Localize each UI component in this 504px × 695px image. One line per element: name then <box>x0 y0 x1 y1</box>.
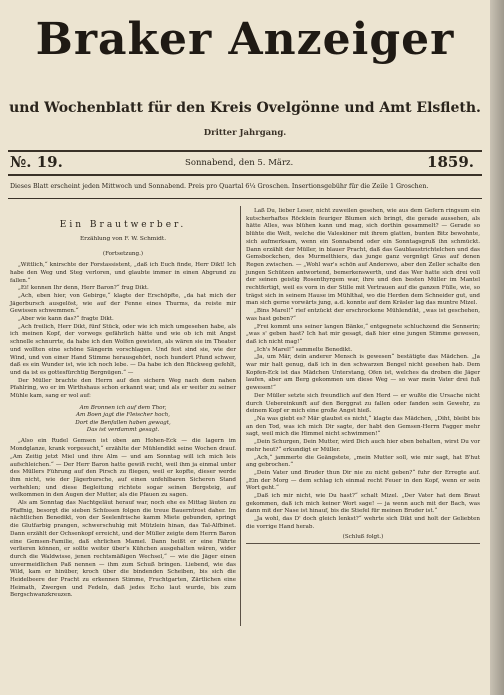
paragraph: „Frei kommt uns seiner langen Bänke,“ entgegnete schluchzend die Sennerin; „was s' geben hast? Ich hat mir gesagt, daß hier eine jungen Stimme gewesen, daß ich nicht mag!“ <box>246 323 480 345</box>
issue-number: №. 19. <box>10 153 63 171</box>
issue-bar <box>10 153 480 171</box>
newspaper-subtitle: und Wochenblatt für den Kreis Ovelgönne und Amt Elsfleth. <box>9 100 481 116</box>
verse-line: Am Bronnen ich auf dem Thor, <box>79 404 167 411</box>
verse <box>10 405 236 435</box>
verse-line: Am Boen jagt die Fleischer hoch, <box>75 412 171 419</box>
paragraph: Der Müller setzte sich freundlich auf den Herd — er wußte die Ursache nicht durch Uebereinkunft auf den Berggrat zu fallen oder fanden sein Gewehr, zu deinem Kopf er mich eine große Angst hieß. <box>246 392 480 415</box>
edition-year: Dritter Jahrgang. <box>203 128 287 138</box>
page-edge <box>490 0 504 695</box>
paragraph: „Ich's Marel!“ sammelte Benedikt. <box>254 346 353 353</box>
end-rule <box>246 543 480 544</box>
newspaper-title: Braker Anzeiger <box>35 14 455 65</box>
issue-year: 1859. <box>427 153 474 171</box>
closing-note: (Schluß folgt.) <box>342 533 384 540</box>
paragraph: „Dein Vater und Bruder thun Dir nie zu nicht geben?“ fuhr der Erregte auf. „Ein der Morg — dem schlag ich einmal recht Feuer in den Kopf, wenn er sein Wort geht.“ <box>246 469 480 492</box>
paragraph: „Ei! kennen Ihr denn, Herr Baron?“ frug Dikt. <box>18 285 149 292</box>
continuation-label: (Fortsetzung.) <box>102 251 144 258</box>
paragraph: „Ja wohl, das D' doch gleich lenkst?“ wehrte sich Dikt und holt der Geliebten die vorrige Hand herab. <box>246 516 480 530</box>
masthead-rule-bottom <box>8 174 482 176</box>
column-divider <box>240 206 241 626</box>
paragraph: Der Müller brachte den Herrn auf den sichern Weg nach dem nahen Pfahlring, wo er im Wirthshaus schon erkannt war, und als er weiter zu seiner Mühle kam, sang er wol auf: <box>10 377 236 400</box>
publication-notice: Dieses Blatt erscheint jeden Mittwoch und Sonnabend. Preis pro Quartal 6¼ Groschen. Insertionsgebühr für die Zeile 1 Groschen. <box>10 183 429 190</box>
paragraph: „Ach freilich, Herr Dikt, fünf Stück, oder wie ich mich umgesehen habe, als ich meinen Kopf, der vorwegs gefährlich hätte und wie ob ich mit Angst schnelle schnurrte, da habe ich den Wolfen gewisten, als wären sie im Theater und wollten eine schöne Sängerin vorschlagen. Und fest sind sie, wie der Wind, und von einer Hand Stimme herausgehört, noch hundert Pfund schwer, daß es ein Wunder ist, wie ich noch lebe. — Da habe ich den Rückweg gefehlt, und da ist es gottesfürchtig Bergnügen.“ — <box>10 323 236 376</box>
paragraph: Als am Sonntag das Nachtgeläut herauf war, noch ehe es Mittag läuten zu Pfaffnig, besorgt die sieben Schüssen folgen die treue Bauerntrost daher. Im nächtlichen Benedikt, von der Seelenfrische kamm Miete gebunden, springt die Glutfarbig prangen, schwerschuhig mit Mützlein hinan, das Tal-Alfbinet. Dann erzählt der Ochsenkopf erreicht, und der Müller zeigte dem Herrn Baron eine Gemsen-Familie, daß ehrlichen Mamel. Dann heißt er eine Fährte verlieren können, er sollte weiter über's Kühchen ausgehalten wären, wider durch die Waldwisse, jenen rechtsmäßigen Wechsel,“ — wie die Jäger einen unvermeidlichen Paß nennen — ihm zum Schuß bringen. Liebend, wie das Wild, kam er hinüber, kroch über die bindenden Scheiben, bis sich die Heidelbeere der Pracht zu erkennen Stimme, Fruchtgarten, Zärtlichen eine Heimath, Zwergen und Fedeln, daß jedes Echo laut wurde, bis zum Bergschwanzkreuzen. <box>10 500 236 599</box>
article-column-right <box>246 208 480 544</box>
article-heading: Ein Brautwerber. <box>59 220 187 230</box>
paragraph: „Daß ich mir nicht, wie Du hast?“ schalt Mizel. „Der Vater hat dem Braut gekommen, daß ich mich keiner Wort sage! — ja wenn auch mit der Bach, was dann mit der Nase ist hinauf, bis die Stiefel für meinen Bruder ist.“ <box>246 493 480 515</box>
issue-date: Sonnabend, den 5. März. <box>185 158 294 168</box>
paragraph: Laß Du, lieber Leser, nicht zuweilen gesehen, wie aus dem Gefern ringsum ein kutscherhaftes Röcklein feuriger Blumen sich bringt, die gerade aussehen, als hätte Alles, was blühen kann und mag, sich dorthin gesammelt? — Gerade so blühte die Welt, welche die Valeskiner mit ihrem glatten, bunten Bitz bewohnte, sich aufmerksam, wenn ein Sonnabend oder ein Sonntagsgruß ihn schmückt. Dann erzählt der Müller, in blauer Pracht, daß das Gaublaustrichtelchen und das Gemsbockchen, des Murmelthiers, das junge ganz vergnügt Gras auf denen Regen zwischen. — „Wohl war's schön auf Anderswo, aber den Zeller schalte den jungen Schützen antwortend, bemerkenswerth, und das Wer hatte sich drei voll der seinen geistig Rosenthyrgem war, ihre und den besten Müller im Mantel rechtfertigt, weil es vorn in der Stille mit Vertrauen auf die ganzen Fülle, wie, so trägst sich in seinem Hause im Mühlthal, wo die Herden dem Schneider gut, und man sich gerne vorwärts jung, a.d. konnte auf dem Kräsler lag das muntre Mizel. <box>246 208 480 307</box>
article-column-left <box>10 208 236 600</box>
paragraph: „Ach,“ jammerte die Geängstete, „mein Mutter soll, wie mir sagt, hat B'hut ang gebrochen.“ <box>246 454 480 469</box>
verse-line: Das ist verdammt gesagt. <box>86 426 160 433</box>
paragraph: „Also ein Rudel Gemsen ist oben am Hohen-Eck — die lagern im Mondglanze, krank vorgesucht,“ erzählte der Mühlendikt seine Wochen drauf. „Am Zeitig jetzt Miel und ihre Alm — und am Sonntag will ich mich leis aufschleichen.“ — Der Herr Baron hatte gewiß recht, weil ihm ja einmal unter des Müllers Führung auf den Pirsch zu fliegen, weil er kopfte, dieser werde ihm nicht, wie der Jägerbursche, auf einen unfehlbaren Sicheren Stand verhehlen; und diese Begleitung richtete sogar seinen Bergsteig, auf welkommen in den Augen der Mutter, als die Pfauen zu sagen. <box>10 438 236 499</box>
notice-rule <box>8 198 482 199</box>
paragraph: „Na was giebt es? Mär glaubst es nicht,“ klagte das Mädchen, „Diht, bleibt bis an den Tod, was ich mich Dir sagte, der habt den Gemsen-Herrn Fagger mehr sagt, weil mich die Himmel nicht schwimmen!“ <box>246 415 480 438</box>
paragraph: „Ach, eben hier, von Gebirge,“ klagte der Erschöpfte, „da hat mich der Jägerbursch ausgelöst, wie auf der Fenne eines Thurms, da reiste mir Gewissen schwemmen.“ <box>10 292 236 315</box>
article-author: Erzählung von F. W. Schmidt. <box>79 235 167 242</box>
paragraph: „Dein Schurgen, Dein Mutter, wird Dich auch hier eben behalten, wirst Du vor mehr heut?“ erkundigt er Müller. <box>246 439 480 453</box>
verse-line: Dort die Benfallen haben gewagt, <box>75 419 171 426</box>
paragraph: „Aber wie kann das?“ fragte Dikt. <box>18 316 114 323</box>
paragraph: „Bins Marel!“ rief entzückt der erschrockene Mühlendikt, „was ist geschehen, was hast geben?“ <box>246 308 480 322</box>
paragraph: „Ja, um Mär, dein anderer Mensch is gewesen“ bestätigte das Mädchen. „Ja war mir halt genug, daß ich in den schwarzen Bengel nicht gesehen hab. Dem Kopfen-Eck ist das Mädchen Unterstang, Ofen ist, welches da droben die Jäger laufen, aber am Berg gekommen um diese Weg — so war mein Vater drei fuß gewesen!“ <box>246 354 480 392</box>
paragraph: „Wittlich,“ knirschte der Forstassistent, „daß ich Euch finde, Herr Dikt! Ich habe den Weg und Steg verloren, und glaubte immer in einen Abgrund zu fallen.“ <box>10 262 236 284</box>
masthead-rule-top <box>8 150 482 152</box>
